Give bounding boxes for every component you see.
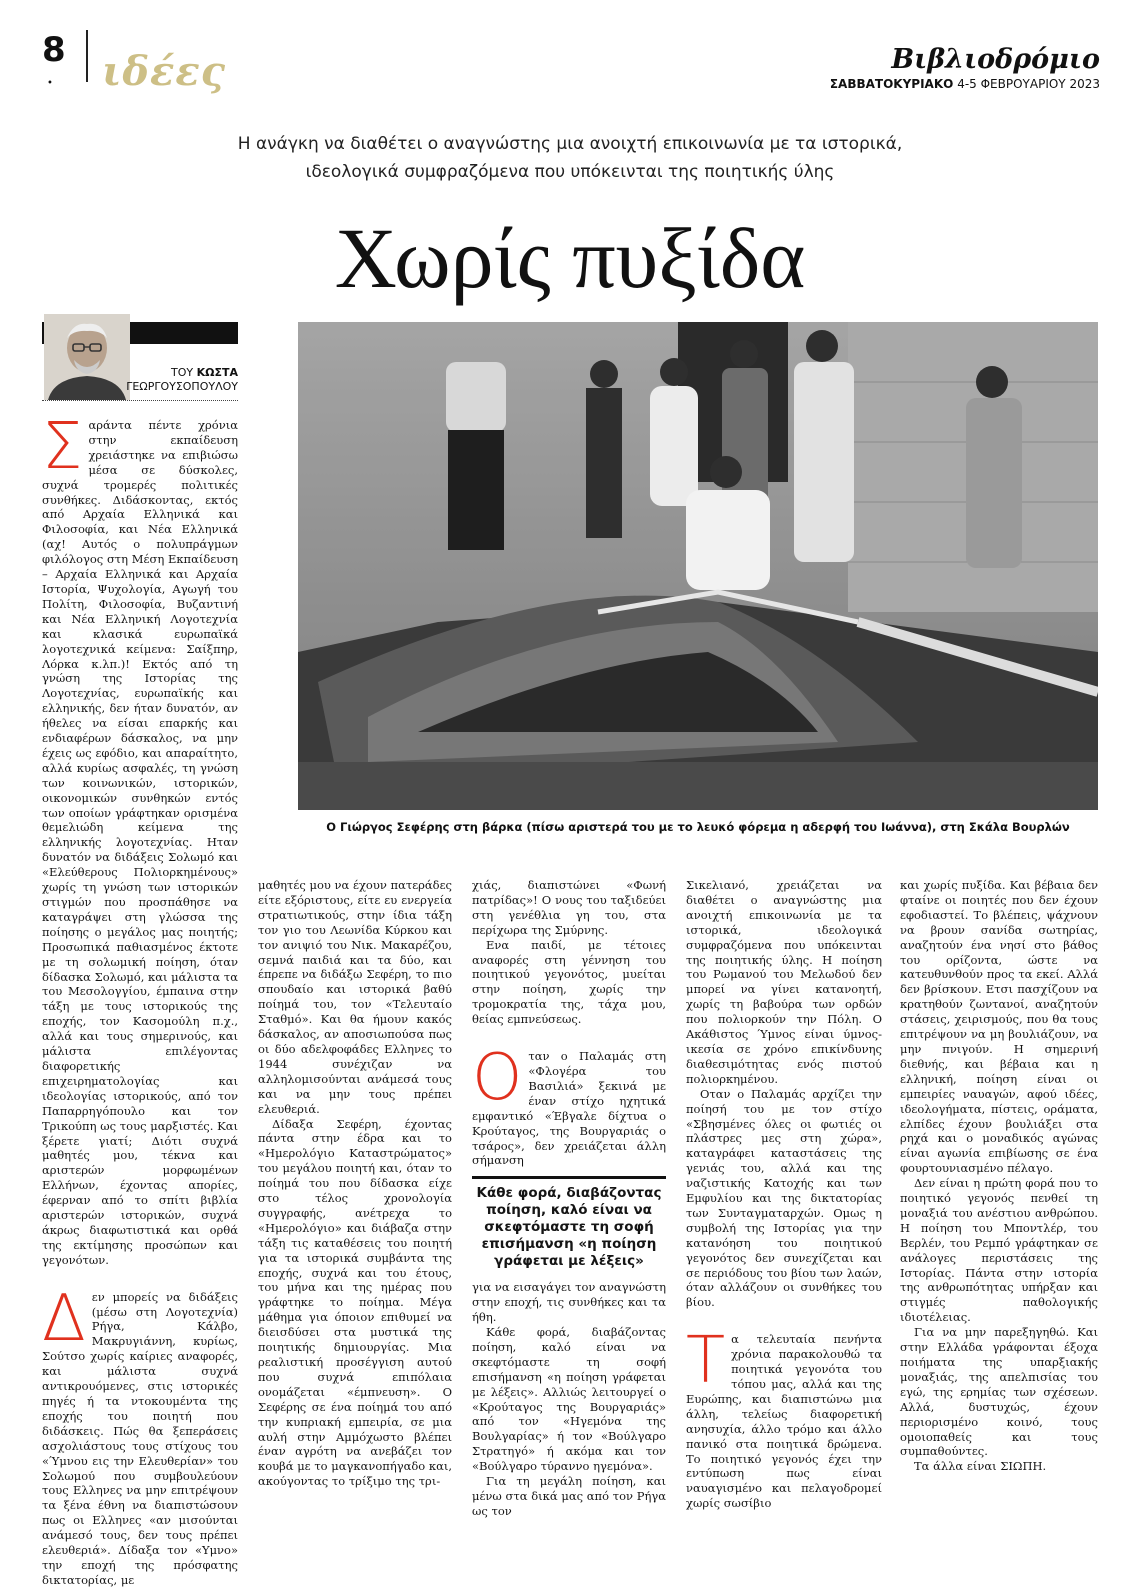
article-subtitle: [0, 130, 1140, 186]
paragraph: Σικελιανό, χρειάζεται να διαθέτει ο αναγνώστης μια ανοιχτή επικοινωνία με τα ιστορικά, ιδεολογικά συμφραζόμενα που υπόκεινται της ποιητικής ύλης. Η ποίηση του Ρωμανού του Μελωδού δεν μπορεί να γίνει κατανοητή, χωρίς τη βαβούρα των ορδών που πολιορκούν την Πόλη. Ο Ακάθιστος Ύμνος είναι ύμνος-ικεσία σε χρόνο επικίνδυνης διαθεσιμότητας ενός πιστού πολιορκημένου.: [686, 878, 882, 1086]
page-marker: •: [47, 78, 53, 89]
column-4: [686, 878, 882, 1511]
paragraph: χιάς, διαπιστώνει «Φωνή πατρίδας»! Ο νους του ταξιδεύει στη γενέθλια γη του, στα περίχωρα της Σμύρνης.: [472, 878, 666, 937]
issue-date-day: ΣΑΒΒΑΤΟΚΥΡΙΑΚΟ: [829, 77, 954, 91]
paragraph: Κάθε φορά, διαβάζοντας ποίηση, καλό είναι να σκεφτόμαστε τη σοφή επισήμανση «η ποίηση γράφεται με λέξεις». Αλλιώς λειτουργεί ο «Κρούταγος της Βουργαριάς» από τον «Ηγεμόνα της Βουλγαρίας» ή τον «Βούλγαρο Στρατηγό» ή ακόμα και τον «Βούλγαρο τύραννο ηγεμόνα».: [472, 1325, 666, 1474]
paragraph: και χωρίς πυξίδα. Και βέβαια δεν φταίνε οι ποιητές που δεν έχουν εφοδιαστεί. Το βλέπεις, ψάχνουν να βρουν σανίδα σωτηρίας, αναζητούν ένα νησί στο βάθος του ορίζοντα, ώστε να κατευθυνθούν προς τα εκεί. Αλλά δεν βρίσκουν. Ετσι πασχίζουν να κρατηθούν ζωντανοί, αναζητούν στάσεις, χειρισμούς, που θα τους επιτρέψουν να μη βουλιάζουν, να μην πνιγούν. Η σημερινή διεθνής, και βέβαια και η ελληνική, ποίηση είναι οι εμπειρίες ναυαγών, αφού ιδέες, ιδεολογήματα, πίστεις, οράματα, ελπίδες έχουν βουλιάξει στα ρηχά και ο μοναδικός αγώνας είναι αγωνία επιβίωσης σε ένα φουρτουνιασμένο πέλαγο.: [900, 878, 1098, 1176]
paragraph-text: ταν ο Παλαμάς στη «Φλογέρα του Βασιλιά» ξεκινά με έναν στίχο ηχητικά εμφαντικό «Έβγαλε δίχτυα ο Κρούταγος, της Βουργαριάς ο τσάρος», δεν χρειάζεται άλλη σήμανση: [472, 1049, 666, 1168]
author-last-name: ΓΕΩΡΓΟΥΣΟΠΟΥΛΟΥ: [126, 380, 238, 393]
author-first-name: ΚΩΣΤΑ: [196, 366, 238, 379]
issue-date-rest: 4-5 ΦΕΒΡΟΥΑΡΙΟΥ 2023: [957, 77, 1100, 91]
subtitle-line-1: Η ανάγκη να διαθέτει ο αναγνώστης μια ανοιχτή επικοινωνία με τα ιστορικά,: [237, 134, 903, 154]
paragraph: Δεν είναι η πρώτη φορά που το ποιητικό γεγονός πενθεί τη μοναξιά του ανέστιου ανθρώπου. Η ποίηση του Μποντλέρ, του Βερλέν, του Ρεμπό γράφτηκαν σε ανάλογες περιστάσεις της Ιστορίας. Πάντα στην ιστορία της ανθρωπότητας υπήρξαν και στιγμές παθολογικής ιδιοτέλειας.: [900, 1176, 1098, 1325]
drop-cap: Δ: [42, 1281, 86, 1356]
photo-caption: Ο Γιώργος Σεφέρης στη βάρκα (πίσω αριστερά του με το λευκό φόρεμα η αδερφή του Ιωάννα), στη Σκάλα Βουρλών: [326, 820, 1070, 834]
header-divider: [86, 30, 88, 82]
paragraph: Για να μην παρεξηγηθώ. Και στην Ελλάδα γράφονται έξοχα ποιήματα της υπαρξιακής μοναξιάς, της απελπισίας του εγώ, της ερημίας των σχέσεων. Αλλά, δυστυχώς, έχουν περιορισμένο κοινό, τους ομοιοπαθείς και τους συμπαθούντες.: [900, 1325, 1098, 1459]
paragraph: μαθητές μου να έχουν πατεράδες είτε εξόριστους, είτε ευ ενεργεία στρατιωτικούς, στην ίδια τάξη τον γιο του Λεωνίδα Κύρκου και τον ανιψιό του Νικ. Μακαρέζου, σεμνά παιδιά και τα δύο, και έπρεπε να διδάξω Σεφέρη, το πιο σπουδαίο και ιστορικά βαθύ ποίημά του, τον «Τελευταίο Σταθμό». Και θα ήμουν κακός δάσκαλος, αν αποσιωπούσα πως οι δύο αδελφοφάδες Ελληνες το 1944 συνέχιζαν να αλληλομισούνται ανάμεσά τους και να μην τους πρέπει ελευθεριά.: [258, 878, 452, 1116]
article-photo: [298, 322, 1098, 810]
header-masthead: [830, 44, 1100, 91]
paragraph: Δίδαξα Σεφέρη, έχοντας πάντα στην έδρα και το «Ημερολόγιο Καταστρώματος» του μεγάλου ποιητή και, όταν το ποίημά του που δίδασκα είχε στο τέλος χρονολογία συγγραφής, ανέτρεχα το «Ημερολόγιο» και διάβαζα στην τάξη τις καταθέσεις του ποιητή για τα ιστορικά συμβάντα της εποχής, συχνά και του έτους, του μήνα και της ημέρας που γράφτηκε το ποίημα. Μέγα μάθημα για όποιον επιθυμεί να διεισδύσει στα μυστικά της ποιητικής δημιουργίας. Μια ρεαλιστική προσέγγιση αυτού που συχνά επιπόλαια ονομάζεται «έμπνευση». Ο Σεφέρης σε ένα ποίημά του από την κυπριακή εμπειρία, σε μια αυλή στην Αμμόχωστο βλέπει έναν αγρότη να ανεβάζει τον κουβά με το μαγκανοπήγαδο και, ακούγοντας το τρίξιμο της τρι-: [258, 1116, 452, 1489]
drop-cap: Ο: [472, 1041, 523, 1116]
paragraph-text: αράντα πέντε χρόνια στην εκπαίδευση χρειάστηκε να επιβιώσω μέσα σε δύσκολες, συχνά τρομερές πολιτικές συνθήκες. Διδάσκοντας, εκτός από Αρχαία Ελληνικά και Φιλοσοφία, και Νέα Ελληνικά (αχ! Αυτός ο πολυπράγμων φιλόλογος στη Μέση Εκπαίδευση – Αρχαία Ελληνικά και Αρχαία Ιστορία, Ψυχολογία, Αγωγή του Πολίτη, Φιλοσοφία, Βυζαντινή και Νέα Ελληνική Λογοτεχνία και κλασικά ευρωπαϊκά λογοτεχνικά κείμενα: Σαίξπηρ, Λόρκα κ.λπ.)! Εκτός από τη γνώση της Ιστορίας της Λογοτεχνίας, ευρωπαϊκής και ελληνικής, δεν ήταν δυνατόν, αν ήθελες να είσαι επαρκής και ενδιαφέρων δάσκαλος, να μην έχεις ως εφόδιο, και απαραίτητο, αλλά κυρίως ασφαλές, τη γνώση των κοινωνικών, ιστορικών, οικονομικών συνθηκών εντός των οποίων γράφτηκαν ορισμένα θεμελιώδη κείμενα της ελληνικής λογοτεχνίας. Ηταν δυνατόν να διδάξεις Σολωμό και «Ελεύθερους Πολιορκημένους» χωρίς τη γνώση των ιστορικών στιγμών που προσπάθησε να καταγράψει στη γλώσσα της ποίησης ο μεγάλος μας ποιητής; Προσωπικά παθιασμένος έκτοτε με τη σολωμική ποίηση, όταν δίδασκα Σολωμό, και μάλιστα τα του Μεσολογγίου, έμπαινα στην τάξη με τους ιστορικούς της εποχής, τον Κασομούλη π.χ., αλλά και τους σημερινούς, και μάλιστα επιλέγοντας διαφορετικής επιχειρηματολογίας και ιδεολογίας ιστορικούς, από τον Παπαρρηγόπουλο και τον Τρικούπη ως τους μαρξιστές. Και ξέρετε γιατί; Διότι συχνά μαθητές μου, τέκνα και αριστερών μορφωμένων Ελλήνων, έχοντας απορίες, έφερναν από το σπίτι βιβλία αριστερών ιστορικών, συχνά άκρως διαφωτιστικά και ορθά της εκτίμησης προσώπων και γεγονότων.: [42, 418, 238, 1267]
column-5: [900, 878, 1098, 1474]
column-2: [258, 878, 452, 1489]
paragraph: [686, 1324, 882, 1511]
column-title: Βιβλιοδρόμιο: [891, 44, 1100, 75]
paragraph: Για τη μεγάλη ποίηση, και μένω στα δικά μας από τον Ρήγα ως τον: [472, 1474, 666, 1518]
page-number: 8: [42, 30, 66, 70]
paragraph: Οταν ο Παλαμάς αρχίζει την ποίησή του με τον στίχο «Σβησμένες όλες οι φωτιές οι πλάστρες μες στη χώρα», καταγράφει καταστάσεις της γενιάς του, αλλά και της ναζιστικής Κατοχής και των Εμφυλίου και της δικτατορίας των Συνταγματαρχών. Ομως η συμβολή της Ιστορίας για την κατανόηση του ποιητικού γεγονότος δεν συνεχίζεται και σε περιόδους του βίου των λαών, όταν αλλάζουν οι συνθήκες του βίου.: [686, 1086, 882, 1310]
column-3: [472, 878, 666, 1519]
headline: Χωρίς πυξίδα: [334, 210, 806, 306]
paragraph: [472, 1041, 666, 1168]
pull-quote: Κάθε φορά, διαβάζοντας ποίηση, καλό είναι να σκεφτόμαστε τη σοφή επισήμανση «η ποίηση γράφεται με λέξεις»: [472, 1176, 666, 1270]
byline: [118, 366, 238, 394]
subtitle-line-2: ιδεολογικά συμφραζόμενα που υπόκεινται της ποιητικής ύλης: [305, 162, 835, 182]
paragraph: Τα άλλα είναι ΣΙΩΠΗ.: [914, 1459, 1047, 1474]
byline-prefix: ΤΟΥ: [170, 366, 194, 379]
paragraph: [42, 1281, 238, 1588]
paragraph-text: α τελευταία πενήντα χρόνια παρακολουθώ τα ποιητικά γεγονότα του τόπου μας, αλλά και της Ευρώπης, και διαπιστώνω μια άλλη, τελείως διαφορετική ανησυχία, άλλο τρόμο και άλλο πανικό στα ποιητικά δρώμενα. Το ποιητικό γεγονός έχει την εντύπωση πως είναι ναυαγισμένο και πελαγοδρομεί χωρίς σωσίβιο: [686, 1332, 882, 1511]
paragraph: Ενα παιδί, με τέτοιες αναφορές στη γέννηση του ποιητικού γεγονότος, μυείται στην ποίηση, χωρίς την τρομοκρατία της, τάχα μου, θείας εμπνεύσεως.: [472, 937, 666, 1027]
column-1: [42, 410, 238, 1588]
issue-date: [830, 77, 1100, 91]
paragraph: [42, 410, 238, 1268]
paragraph: για να εισαγάγει τον αναγνώστη στην εποχή, τις συνθήκες και τα ήθη.: [472, 1280, 666, 1325]
section-title: ιδέες: [102, 48, 227, 95]
drop-cap: Τ: [686, 1324, 726, 1399]
drop-cap: Σ: [42, 410, 83, 484]
paragraph-text: εν μπορείς να διδάξεις (μέσω στη Λογοτεχνία) Ρήγα, Κάλβο, Μακρυγιάννη, κυρίως, Σούτσο χωρίς καίριες αναφορές, και μάλιστα συχνά αντικρουόμενες, στις ιστορικές πηγές ή τα ντοκουμέντα της εποχής του ποιητή που διδάσκεις. Πώς θα ξεπεράσεις ασχολιάστους τους στίχους του «Ύμνου εις την Ελευθερίαν» του Σολωμού που συμβουλεύουν τους Ελληνες να μην επιτρέψουν τα ξένα έθνη να διαπιστώσουν πως οι Ελληνες «αν μισούνται ανάμεσό τους, δεν τους πρέπει ελευθεριά». Δίδαξα τον «Υμνο» την εποχή της πρόσφατης δικτατορίας, με: [42, 1289, 238, 1587]
byline-divider: [42, 400, 238, 401]
